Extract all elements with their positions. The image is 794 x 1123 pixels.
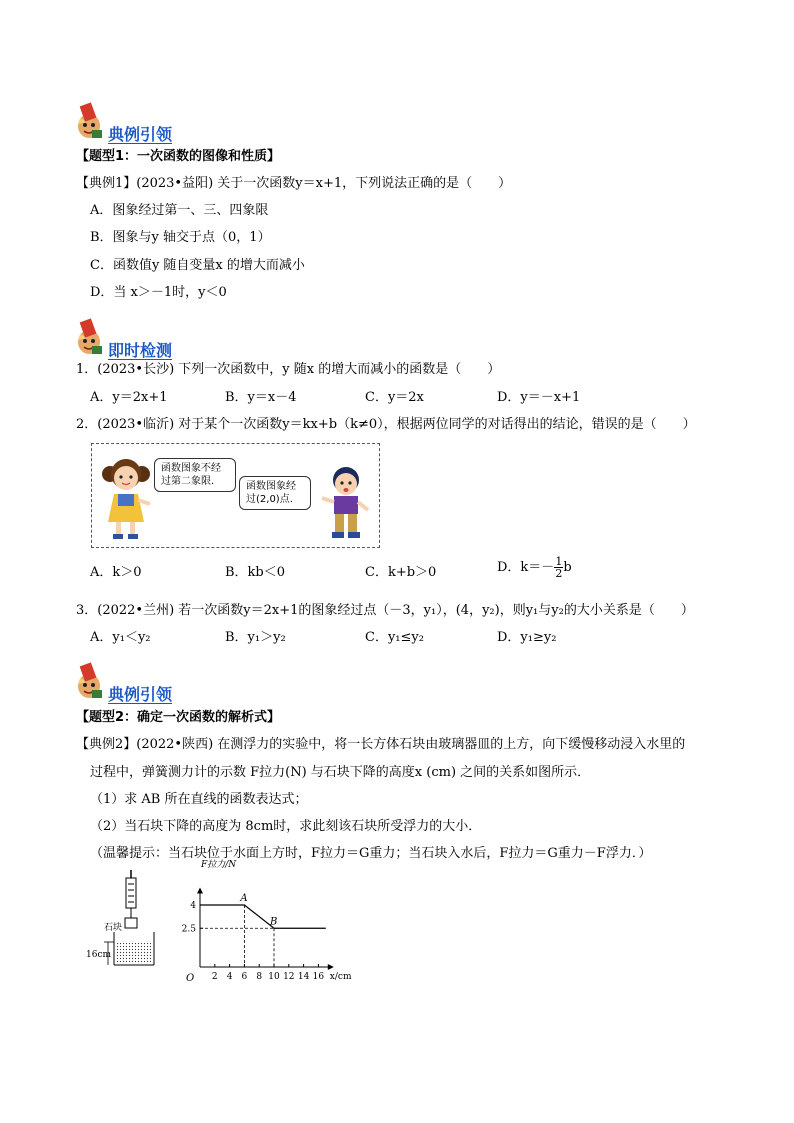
question-3-option-d: D．y₁≥y₂ xyxy=(497,630,557,645)
example-1-option-d: D．当 x＞－1时，y＜0 xyxy=(90,285,227,300)
question-2-stem: 2．(2023•临沂) 对于某个一次函数y＝kx+b（k≠0），根据两位同学的对话得出的结论，错误的是（ ） xyxy=(76,417,696,432)
example-2-part-2: （2）当石块下降的高度为 8cm时，求此刻该石块所受浮力的大小． xyxy=(90,819,482,834)
question-1-option-d: D．y＝－x+1 xyxy=(497,390,581,405)
topic-2-heading: 【题型2：确定一次函数的解析式】 xyxy=(76,710,281,725)
force-height-chart xyxy=(178,855,358,985)
question-1-option-b: B．y＝x－4 xyxy=(225,390,297,405)
boy-figure xyxy=(320,464,374,544)
bubble-line: 函数图象不经 xyxy=(161,463,221,474)
bubble-line: 函数图象经 xyxy=(246,481,296,492)
x-tick-label: 10 xyxy=(268,972,280,982)
section-title: 典例引领 xyxy=(108,685,173,704)
question-2-option-b: B．kb＜0 xyxy=(225,565,286,580)
example-1-option-a: A．图象经过第一、三、四象限 xyxy=(90,203,269,218)
y-tick-label: 4 xyxy=(190,901,196,911)
bubble-line: 过(2,0)点. xyxy=(246,494,293,505)
x-tick-label: 2 xyxy=(211,972,218,982)
example-2-line-1: 【典例2】(2022•陕西) 在测浮力的实验中，将一长方体石块由玻璃器皿的上方，向下缓慢移动浸入水里的 xyxy=(76,737,686,752)
x-tick-label: 12 xyxy=(283,972,295,982)
topic-1-heading: 【题型1：一次函数的图像和性质】 xyxy=(76,149,281,164)
question-2-option-a: A．k＞0 xyxy=(90,565,142,580)
example-1-stem: 【典例1】(2023•益阳) 关于一次函数y＝x+1，下列说法正确的是（ ） xyxy=(76,176,512,191)
boy-speech-bubble xyxy=(239,476,311,510)
section-title: 典例引领 xyxy=(108,125,173,144)
dialogue-figure xyxy=(91,443,380,548)
y-axis-label: F拉力/N xyxy=(201,860,237,870)
question-1-option-a: A．y＝2x+1 xyxy=(90,390,168,405)
pencil-mascot-icon xyxy=(72,316,106,356)
section-title: 即时检测 xyxy=(108,341,173,360)
pencil-mascot-icon xyxy=(72,660,106,700)
x-tick-label: 8 xyxy=(256,972,263,982)
x-tick-label: 6 xyxy=(241,972,248,982)
question-3-stem: 3．(2022•兰州) 若一次函数y＝2x+1的图象经过点（－3，y₁），(4，y₂)，则y₁与y₂的大小关系是（ ） xyxy=(76,603,694,618)
example-2-hint: （温馨提示：当石块位于水面上方时，F拉力＝G重力；当石块入水后，F拉力＝G重力－F浮力．） xyxy=(90,846,652,861)
stone-label: 石块 xyxy=(104,923,123,933)
option-d-suffix: b xyxy=(563,560,572,575)
question-2-option-d xyxy=(497,556,572,579)
y-axis-arrow xyxy=(197,888,203,894)
example-2-line-2: 过程中，弹簧测力计的示数 F拉力(N) 与石块下降的高度x (cm) 之间的关系如图所示． xyxy=(90,765,591,780)
y-tick-label: 2.5 xyxy=(181,924,196,935)
pencil-mascot-icon xyxy=(72,100,106,140)
option-d-prefix: D．k＝－ xyxy=(497,560,555,575)
x-tick-label: 14 xyxy=(297,972,310,982)
question-2-option-c: C．k+b＞0 xyxy=(365,565,437,580)
example-1-option-c: C．函数值y 随自变量x 的增大而减小 xyxy=(90,258,305,273)
fraction-denominator: 2 xyxy=(555,567,563,580)
apparatus-figure xyxy=(86,870,166,975)
x-axis-label: x/cm xyxy=(329,972,352,982)
example-2-part-1: （1）求 AB 所在直线的函数表达式； xyxy=(90,792,308,807)
question-3-option-a: A．y₁＜y₂ xyxy=(90,630,151,645)
point-label-A: A xyxy=(240,893,248,904)
question-1-option-c: C．y＝2x xyxy=(365,390,424,405)
series-line xyxy=(200,905,326,928)
girl-speech-bubble xyxy=(154,458,236,492)
origin-label: O xyxy=(186,973,195,984)
question-3-option-b: B．y₁＞y₂ xyxy=(225,630,286,645)
point-label-B: B xyxy=(270,916,278,928)
question-1-stem: 1．(2023•长沙) 下列一次函数中，y 随x 的增大而减小的函数是（ ） xyxy=(76,362,501,377)
depth-label: 16cm xyxy=(86,950,112,960)
x-tick-label: 16 xyxy=(312,972,325,982)
x-axis-arrow xyxy=(328,964,334,970)
fraction-one-half xyxy=(554,556,563,579)
question-3-option-c: C．y₁≤y₂ xyxy=(365,630,424,645)
example-1-option-b: B．图象与y 轴交于点（0，1） xyxy=(90,230,271,245)
fraction-numerator: 1 xyxy=(555,555,563,568)
girl-figure xyxy=(100,450,152,542)
x-tick-label: 4 xyxy=(226,972,233,982)
bubble-line: 过第二象限. xyxy=(161,476,215,487)
